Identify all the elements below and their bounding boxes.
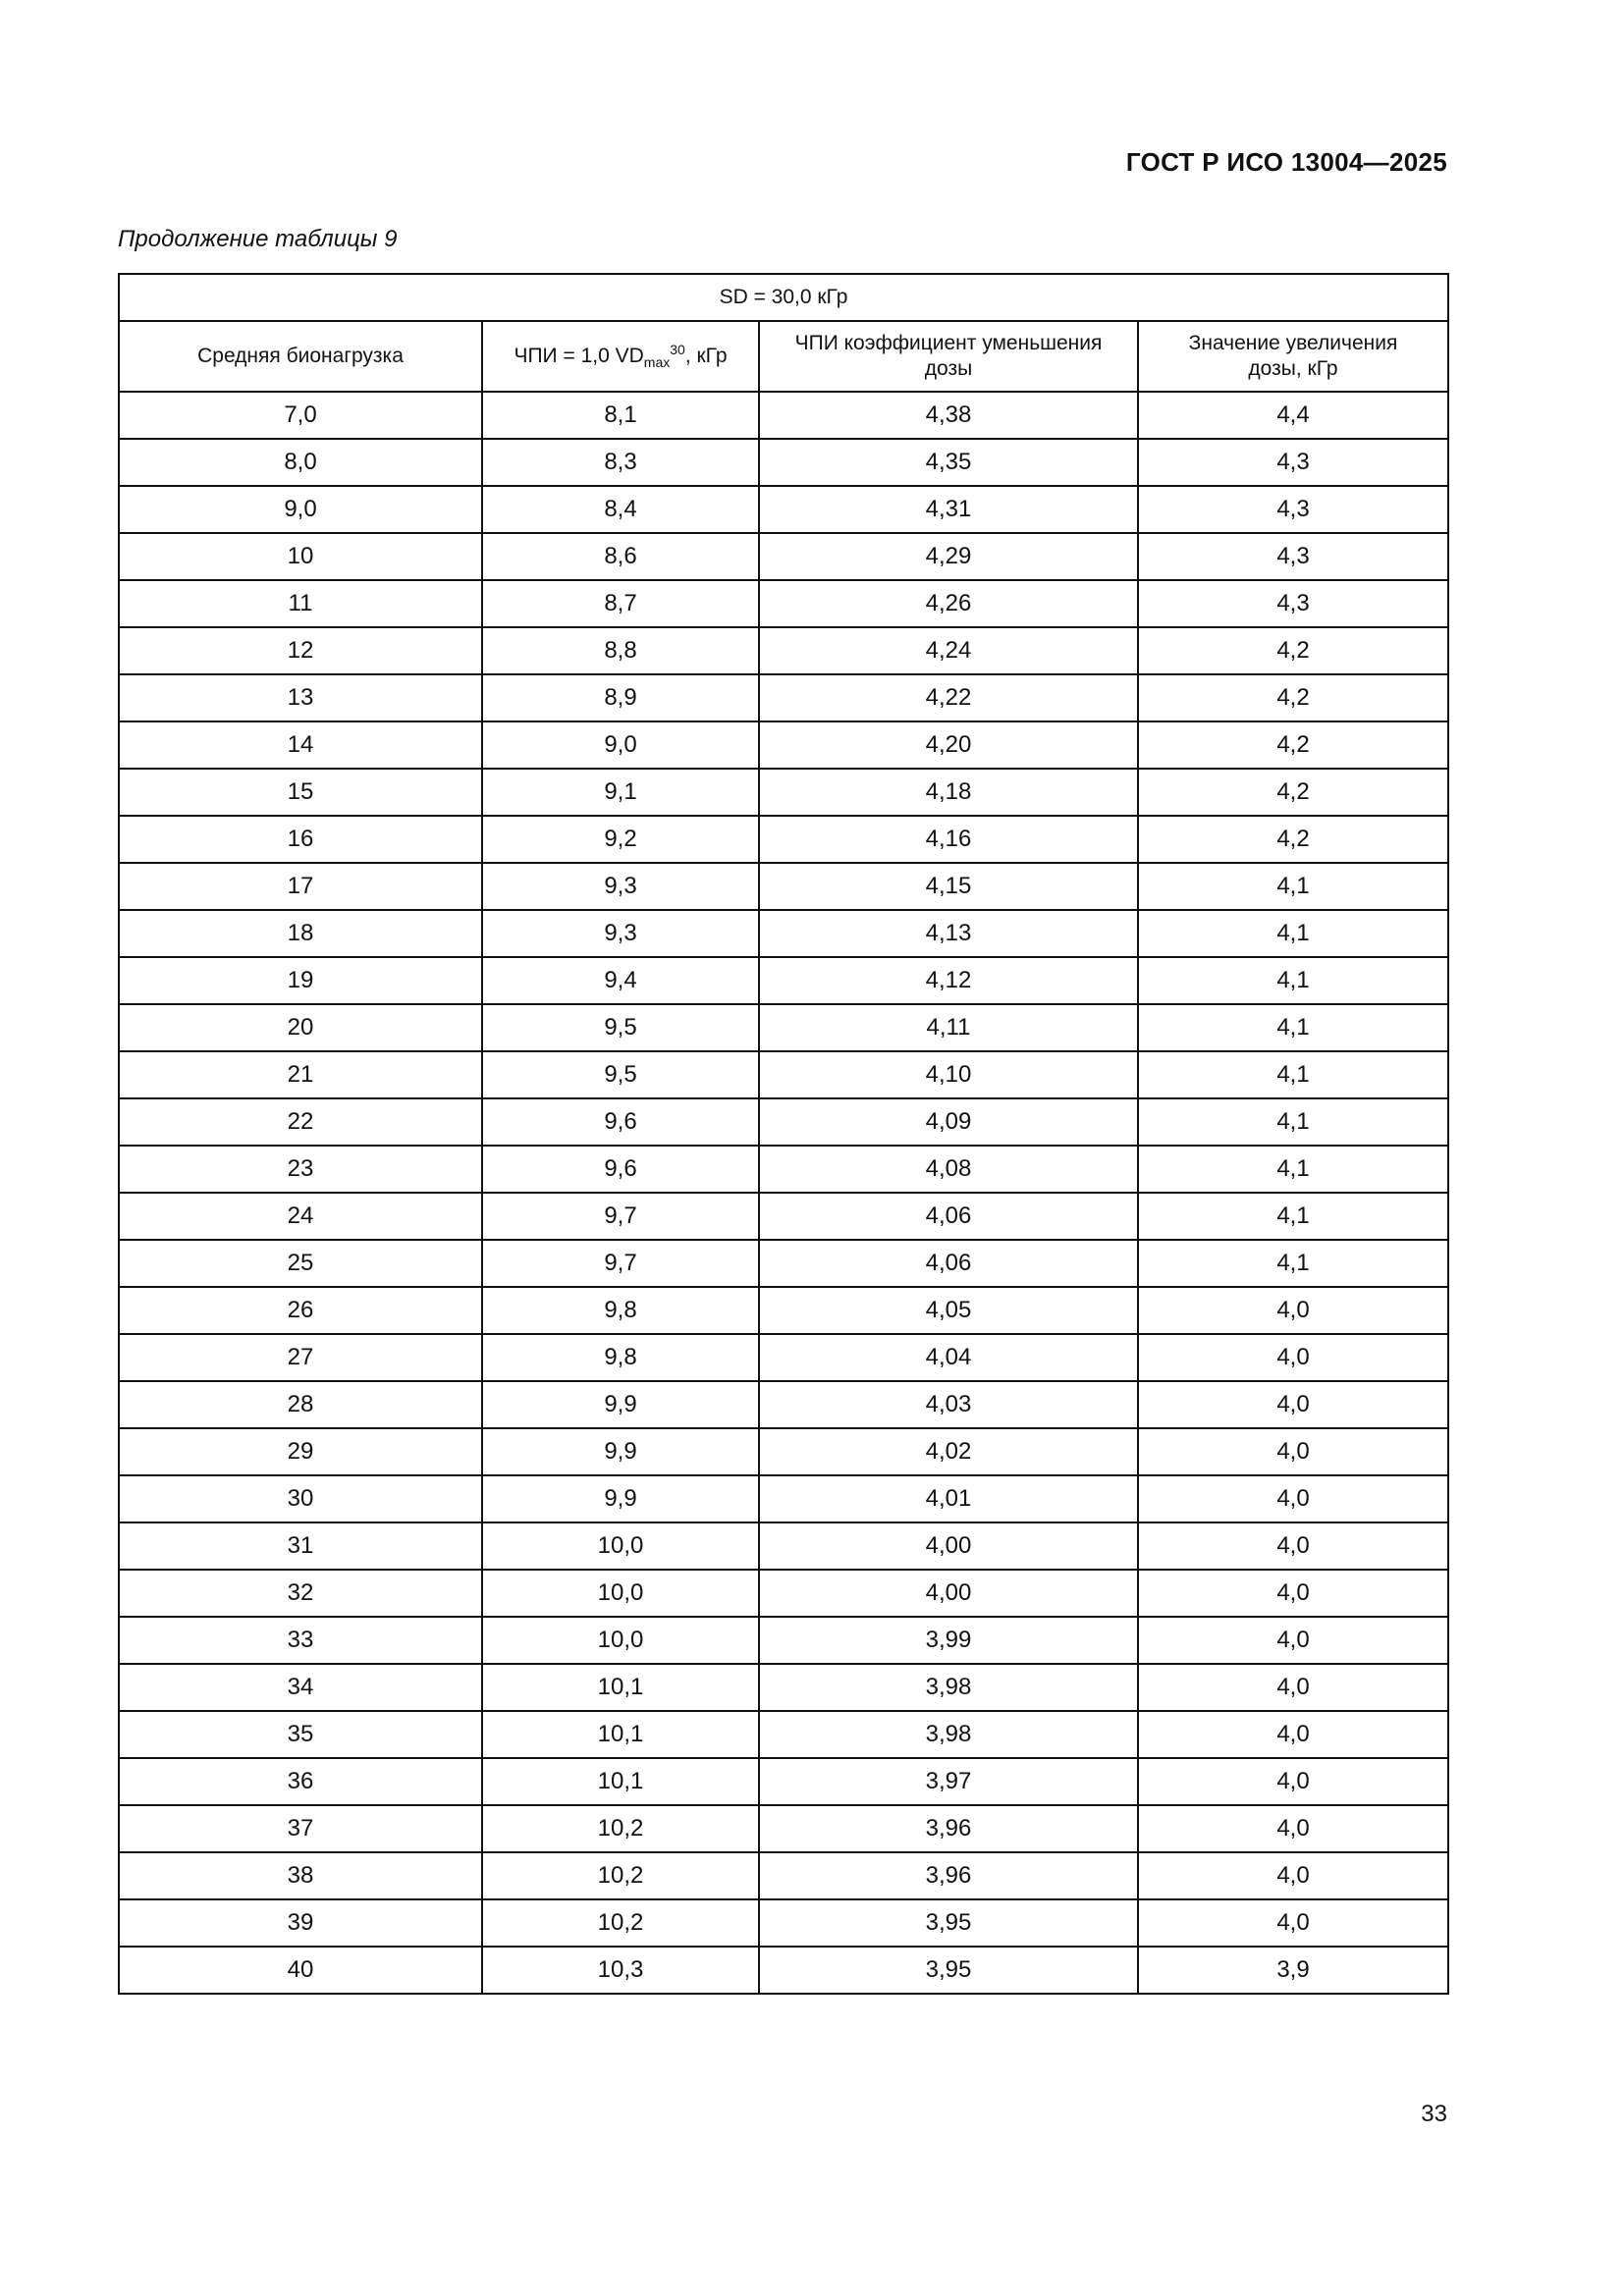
table-row [119, 1240, 1448, 1287]
dose-increment-cell: 4,0 [1138, 1475, 1448, 1522]
reduction-factor-cell: 3,96 [759, 1805, 1138, 1852]
vdmax-dose-cell: 9,4 [482, 957, 759, 1004]
vdmax-dose-cell: 10,2 [482, 1899, 759, 1947]
vdmax-suffix: , кГр [684, 345, 728, 367]
table-row [119, 486, 1448, 533]
table-row [119, 1852, 1448, 1899]
table-row [119, 627, 1448, 674]
bioburden-cell: 10 [119, 533, 482, 580]
vdmax-dose-cell: 9,3 [482, 910, 759, 957]
vdmax-dose-cell: 9,9 [482, 1428, 759, 1475]
column-header-bioburden: Средняя бионагрузка [119, 321, 482, 392]
table-row [119, 533, 1448, 580]
dose-increment-cell: 4,1 [1138, 1051, 1448, 1098]
dose-increment-cell: 4,0 [1138, 1711, 1448, 1758]
dose-increment-cell: 4,0 [1138, 1287, 1448, 1334]
bioburden-cell: 28 [119, 1381, 482, 1428]
table-caption: Продолжение таблицы 9 [118, 226, 398, 252]
bioburden-cell: 27 [119, 1334, 482, 1381]
vdmax-dose-cell: 9,5 [482, 1051, 759, 1098]
bioburden-cell: 8,0 [119, 439, 482, 486]
table-row [119, 1711, 1448, 1758]
bioburden-cell: 18 [119, 910, 482, 957]
bioburden-cell: 39 [119, 1899, 482, 1947]
reduction-factor-cell: 4,31 [759, 486, 1138, 533]
bioburden-cell: 21 [119, 1051, 482, 1098]
vdmax-dose-cell: 10,3 [482, 1947, 759, 1994]
bioburden-cell: 25 [119, 1240, 482, 1287]
table-row [119, 1287, 1448, 1334]
dose-increment-cell: 4,1 [1138, 863, 1448, 910]
vdmax-dose-cell: 8,1 [482, 392, 759, 439]
table-row [119, 957, 1448, 1004]
table-row [119, 1758, 1448, 1805]
page-number: 33 [1421, 2101, 1447, 2127]
vdmax-dose-cell: 10,0 [482, 1522, 759, 1570]
reduction-factor-cell: 4,29 [759, 533, 1138, 580]
vdmax-dose-cell: 10,2 [482, 1805, 759, 1852]
dose-increment-cell: 4,2 [1138, 816, 1448, 863]
reduction-factor-cell: 4,02 [759, 1428, 1138, 1475]
dose-increment-cell: 4,0 [1138, 1617, 1448, 1664]
vdmax-dose-cell: 9,1 [482, 769, 759, 816]
table-row [119, 1334, 1448, 1381]
table-row [119, 1146, 1448, 1193]
reduction-factor-cell: 3,96 [759, 1852, 1138, 1899]
reduction-factor-cell: 4,06 [759, 1193, 1138, 1240]
table-row [119, 1664, 1448, 1711]
bioburden-cell: 31 [119, 1522, 482, 1570]
vdmax-dose-cell: 9,5 [482, 1004, 759, 1051]
vdmax-dose-cell: 9,7 [482, 1193, 759, 1240]
table-row [119, 1947, 1448, 1994]
reduction-factor-cell: 4,05 [759, 1287, 1138, 1334]
dose-increment-cell: 4,0 [1138, 1852, 1448, 1899]
vdmax-dose-cell: 8,9 [482, 674, 759, 721]
vdmax-dose-cell: 9,8 [482, 1334, 759, 1381]
bioburden-cell: 26 [119, 1287, 482, 1334]
dose-increment-cell: 4,0 [1138, 1428, 1448, 1475]
bioburden-cell: 36 [119, 1758, 482, 1805]
dose-increment-cell: 4,3 [1138, 439, 1448, 486]
table-row [119, 674, 1448, 721]
increment-header-line1: Значение увеличения [1188, 332, 1398, 354]
bioburden-cell: 20 [119, 1004, 482, 1051]
document-code: ГОСТ Р ИСО 13004—2025 [1125, 147, 1447, 177]
bioburden-cell: 7,0 [119, 392, 482, 439]
reduction-factor-cell: 4,03 [759, 1381, 1138, 1428]
vdmax-dose-cell: 10,1 [482, 1664, 759, 1711]
vdmax-dose-cell: 8,4 [482, 486, 759, 533]
reduction-factor-cell: 4,01 [759, 1475, 1138, 1522]
reduction-factor-cell: 4,16 [759, 816, 1138, 863]
vdmax-superscript: 30 [670, 342, 685, 357]
vdmax-dose-cell: 10,0 [482, 1617, 759, 1664]
bioburden-cell: 37 [119, 1805, 482, 1852]
reduction-factor-cell: 4,00 [759, 1522, 1138, 1570]
reduction-factor-cell: 4,13 [759, 910, 1138, 957]
dose-increment-cell: 4,1 [1138, 1146, 1448, 1193]
bioburden-cell: 11 [119, 580, 482, 627]
reduction-factor-cell: 4,08 [759, 1146, 1138, 1193]
column-header-row [119, 321, 1448, 392]
vdmax-dose-cell: 9,6 [482, 1146, 759, 1193]
table-row [119, 816, 1448, 863]
reduction-factor-cell: 4,20 [759, 721, 1138, 769]
vdmax-dose-cell: 10,1 [482, 1711, 759, 1758]
bioburden-cell: 32 [119, 1570, 482, 1617]
dose-increment-cell: 3,9 [1138, 1947, 1448, 1994]
table-row [119, 1899, 1448, 1947]
dose-increment-cell: 4,3 [1138, 533, 1448, 580]
bioburden-cell: 14 [119, 721, 482, 769]
bioburden-cell: 15 [119, 769, 482, 816]
table-body [119, 392, 1448, 1994]
vdmax-dose-cell: 9,8 [482, 1287, 759, 1334]
reduction-factor-cell: 4,18 [759, 769, 1138, 816]
table-row [119, 1193, 1448, 1240]
bioburden-cell: 30 [119, 1475, 482, 1522]
reduction-factor-cell: 4,10 [759, 1051, 1138, 1098]
reduction-factor-cell: 4,09 [759, 1098, 1138, 1146]
vdmax-dose-cell: 9,0 [482, 721, 759, 769]
sd-label: SD = 30,0 кГр [119, 274, 1448, 321]
reduction-factor-cell: 4,35 [759, 439, 1138, 486]
dose-increment-cell: 4,2 [1138, 721, 1448, 769]
reduction-factor-cell: 4,22 [759, 674, 1138, 721]
bioburden-cell: 38 [119, 1852, 482, 1899]
dose-increment-cell: 4,0 [1138, 1664, 1448, 1711]
dose-increment-cell: 4,0 [1138, 1758, 1448, 1805]
table-row [119, 392, 1448, 439]
reduction-factor-cell: 3,98 [759, 1711, 1138, 1758]
reduction-factor-cell: 3,95 [759, 1947, 1138, 1994]
table-row [119, 1570, 1448, 1617]
dose-increment-cell: 4,3 [1138, 486, 1448, 533]
vdmax-dose-cell: 10,2 [482, 1852, 759, 1899]
vdmax-dose-cell: 9,9 [482, 1381, 759, 1428]
dose-increment-cell: 4,1 [1138, 1193, 1448, 1240]
bioburden-cell: 9,0 [119, 486, 482, 533]
table-row [119, 1004, 1448, 1051]
dose-increment-cell: 4,0 [1138, 1334, 1448, 1381]
vdmax-subscript: max [643, 354, 671, 371]
reduction-header-line1: ЧПИ коэффициент уменьшения [794, 332, 1103, 354]
dose-increment-cell: 4,2 [1138, 627, 1448, 674]
reduction-factor-cell: 4,06 [759, 1240, 1138, 1287]
vdmax-dose-cell: 10,1 [482, 1758, 759, 1805]
reduction-factor-cell: 3,98 [759, 1664, 1138, 1711]
bioburden-cell: 33 [119, 1617, 482, 1664]
table-row [119, 910, 1448, 957]
dose-increment-cell: 4,1 [1138, 1098, 1448, 1146]
bioburden-cell: 24 [119, 1193, 482, 1240]
reduction-factor-cell: 3,97 [759, 1758, 1138, 1805]
dose-increment-cell: 4,1 [1138, 910, 1448, 957]
bioburden-cell: 19 [119, 957, 482, 1004]
dose-increment-cell: 4,0 [1138, 1381, 1448, 1428]
reduction-factor-cell: 4,12 [759, 957, 1138, 1004]
vdmax-dose-cell: 9,3 [482, 863, 759, 910]
column-header-increment [1138, 321, 1448, 392]
table-row [119, 863, 1448, 910]
vdmax-dose-cell: 9,7 [482, 1240, 759, 1287]
dose-increment-cell: 4,2 [1138, 769, 1448, 816]
dose-table [118, 273, 1449, 1995]
table-row [119, 1475, 1448, 1522]
reduction-factor-cell: 4,24 [759, 627, 1138, 674]
reduction-header-line2: дозы [924, 357, 973, 380]
table-row [119, 1805, 1448, 1852]
dose-increment-cell: 4,0 [1138, 1570, 1448, 1617]
dose-increment-cell: 4,0 [1138, 1805, 1448, 1852]
table-row [119, 769, 1448, 816]
table-row [119, 1428, 1448, 1475]
dose-increment-cell: 4,0 [1138, 1522, 1448, 1570]
vdmax-dose-cell: 8,3 [482, 439, 759, 486]
dose-increment-cell: 4,4 [1138, 392, 1448, 439]
vdmax-dose-cell: 8,7 [482, 580, 759, 627]
bioburden-cell: 17 [119, 863, 482, 910]
bioburden-cell: 40 [119, 1947, 482, 1994]
table-row [119, 721, 1448, 769]
sd-header-row [119, 274, 1448, 321]
dose-increment-cell: 4,2 [1138, 674, 1448, 721]
reduction-factor-cell: 4,11 [759, 1004, 1138, 1051]
table-row [119, 439, 1448, 486]
vdmax-dose-cell: 8,8 [482, 627, 759, 674]
reduction-factor-cell: 4,38 [759, 392, 1138, 439]
column-header-reduction [759, 321, 1138, 392]
dose-increment-cell: 4,1 [1138, 957, 1448, 1004]
bioburden-cell: 22 [119, 1098, 482, 1146]
table-row [119, 1098, 1448, 1146]
vdmax-prefix: ЧПИ = 1,0 VD [514, 345, 644, 367]
table-row [119, 580, 1448, 627]
bioburden-cell: 34 [119, 1664, 482, 1711]
reduction-factor-cell: 4,04 [759, 1334, 1138, 1381]
bioburden-cell: 12 [119, 627, 482, 674]
reduction-factor-cell: 4,00 [759, 1570, 1138, 1617]
vdmax-dose-cell: 10,0 [482, 1570, 759, 1617]
reduction-factor-cell: 4,26 [759, 580, 1138, 627]
vdmax-dose-cell: 9,9 [482, 1475, 759, 1522]
dose-increment-cell: 4,1 [1138, 1004, 1448, 1051]
bioburden-cell: 29 [119, 1428, 482, 1475]
reduction-factor-cell: 3,95 [759, 1899, 1138, 1947]
vdmax-dose-cell: 9,2 [482, 816, 759, 863]
table-row [119, 1522, 1448, 1570]
reduction-factor-cell: 3,99 [759, 1617, 1138, 1664]
vdmax-dose-cell: 9,6 [482, 1098, 759, 1146]
table-row [119, 1051, 1448, 1098]
bioburden-cell: 16 [119, 816, 482, 863]
dose-increment-cell: 4,0 [1138, 1899, 1448, 1947]
bioburden-cell: 23 [119, 1146, 482, 1193]
bioburden-cell: 13 [119, 674, 482, 721]
column-header-vdmax [482, 321, 759, 392]
dose-increment-cell: 4,3 [1138, 580, 1448, 627]
table-row [119, 1617, 1448, 1664]
table-row [119, 1381, 1448, 1428]
vdmax-dose-cell: 8,6 [482, 533, 759, 580]
bioburden-cell: 35 [119, 1711, 482, 1758]
reduction-factor-cell: 4,15 [759, 863, 1138, 910]
dose-increment-cell: 4,1 [1138, 1240, 1448, 1287]
increment-header-line2: дозы, кГр [1248, 357, 1338, 380]
